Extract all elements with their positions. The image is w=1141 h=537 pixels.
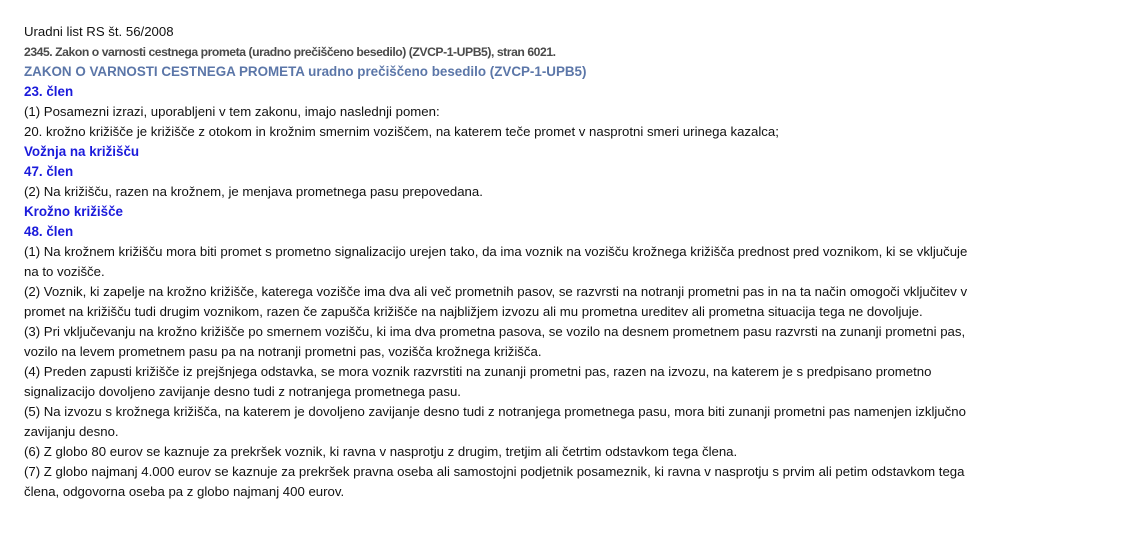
law-citation: 2345. Zakon o varnosti cestnega prometa (uradno prečiščeno besedilo) (ZVCP-1-UPB5), stran 6021. <box>24 45 556 59</box>
law-title: ZAKON O VARNOSTI CESTNEGA PROMETA uradno prečiščeno besedilo (ZVCP-1-UPB5) <box>24 64 587 79</box>
section-heading-intersection: Vožnja na križišču <box>24 144 140 159</box>
article-48-line-11: (6) Z globo 80 eurov se kaznuje za prekršek voznik, ki ravna v nasprotju z drugim, tretjim ali četrtim odstavkom tega člena. <box>24 444 738 459</box>
article-23-line-2: 20. krožno križišče je križišče z otokom in krožnim smernim voziščem, na katerem teče promet v nasprotni smeri urinega kazalca; <box>24 124 779 139</box>
article-48-line-2: na to vozišče. <box>24 264 105 279</box>
article-48-line-12: (7) Z globo najmanj 4.000 eurov se kaznuje za prekršek pravna oseba ali samostojni podjetnik posameznik, ki ravna v nasprotju s prvim ali petim odstavkom tega <box>24 464 965 479</box>
article-48-line-6: vozilo na levem prometnem pasu pa na notranji prometni pas, vozišča krožnega križišča. <box>24 344 542 359</box>
article-23-line-1: (1) Posamezni izrazi, uporabljeni v tem zakonu, imajo naslednji pomen: <box>24 104 440 119</box>
law-document <box>24 22 1119 502</box>
article-48-line-5: (3) Pri vključevanju na krožno križišče po smernem vozišču, ki ima dva prometna pasova, se vozilo na desnem prometnem pasu razvrsti na zunanji prometni pas, <box>24 324 966 339</box>
article-48-line-10: zavijanju desno. <box>24 424 119 439</box>
article-47-heading: 47. člen <box>24 164 74 179</box>
article-23-heading: 23. člen <box>24 84 74 99</box>
article-48-line-4: promet na križišču tudi drugim voznikom, razen če zapušča križišče na najbližjem izvozu ali mu prometna ureditev ali prometna situacija tega ne dovoljuje. <box>24 304 923 319</box>
article-48-heading: 48. člen <box>24 224 74 239</box>
article-48-line-13: člena, odgovorna oseba pa z globo najmanj 400 eurov. <box>24 484 345 499</box>
article-48-line-9: (5) Na izvozu s krožnega križišča, na katerem je dovoljeno zavijanje desno tudi z notranjega prometnega pasu, mora biti zunanji prometni pas namenjen izključno <box>24 404 966 419</box>
article-48-line-3: (2) Voznik, ki zapelje na krožno križišče, katerega vozišče ima dva ali več prometnih pasov, se razvrsti na notranji prometni pas in na ta način omogoči vključitev v <box>24 284 968 299</box>
article-48-line-1: (1) Na krožnem križišču mora biti promet s prometno signalizacijo urejen tako, da ima voznik na vozišču krožnega križišča prednost pred voznikom, ki se vključuje <box>24 244 968 259</box>
article-47-line-1: (2) Na križišču, razen na krožnem, je menjava prometnega pasu prepovedana. <box>24 184 483 199</box>
gazette-reference: Uradni list RS št. 56/2008 <box>24 24 174 39</box>
article-48-line-8: signalizacijo dovoljeno zavijanje desno tudi z notranjega prometnega pasu. <box>24 384 461 399</box>
article-48-line-7: (4) Preden zapusti križišče iz prejšnjega odstavka, se mora voznik razvrstiti na zunanji prometni pas, razen na izvozu, na katerem je s predpisano prometno <box>24 364 932 379</box>
section-heading-roundabout: Krožno križišče <box>24 204 123 219</box>
